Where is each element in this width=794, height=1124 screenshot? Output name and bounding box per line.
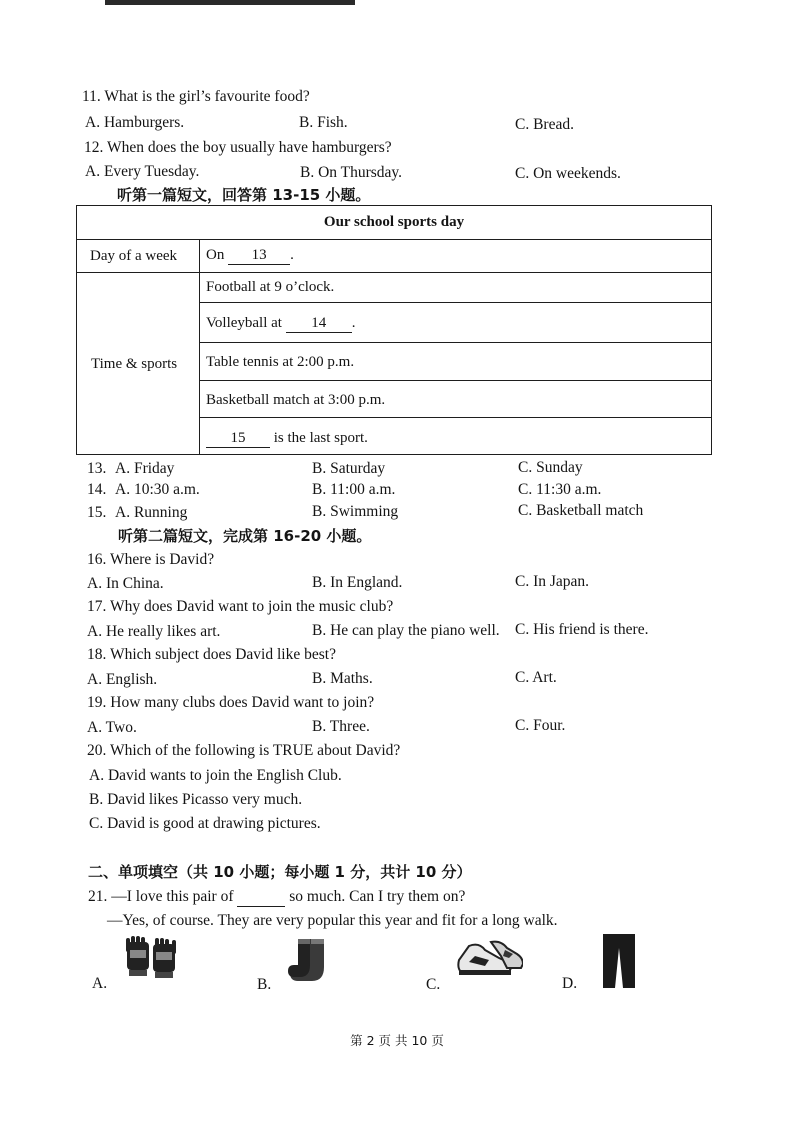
question-19-stem: 19. How many clubs does David want to join? xyxy=(87,694,375,711)
question-18-option-b: B. Maths. xyxy=(312,670,373,687)
question-19-option-a: A. Two. xyxy=(87,719,137,736)
socks-icon xyxy=(288,937,338,987)
question-15-option-b: B. Swimming xyxy=(312,503,399,520)
page-footer: 第 2 页 共 10 页 xyxy=(350,1033,444,1048)
question-12-option-c: C. On weekends. xyxy=(515,165,621,182)
sneakers-icon xyxy=(455,940,523,978)
question-17-stem: 17. Why does David want to join the music club? xyxy=(87,598,394,615)
question-11-stem: 11. What is the girl’s favourite food? xyxy=(82,88,310,105)
question-14-option-a: A. 10:30 a.m. xyxy=(115,481,200,498)
football-row: Football at 9 o’clock. xyxy=(206,279,335,295)
question-11-option-c: C. Bread. xyxy=(515,116,574,133)
question-18-stem: 18. Which subject does David like best? xyxy=(87,646,336,663)
question-20-option-a: A. David wants to join the English Club. xyxy=(89,767,342,784)
question-13-option-b: B. Saturday xyxy=(312,460,386,477)
blank-21 xyxy=(237,888,285,907)
question-17-option-a: A. He really likes art. xyxy=(87,623,221,640)
section-2-heading: 二、单项填空（共 10 小题；每小题 1 分，共计 10 分） xyxy=(88,863,472,881)
question-14-number: 14. xyxy=(87,481,107,498)
day-of-week-label: Day of a week xyxy=(90,248,178,264)
blank-13: 13 xyxy=(228,247,290,265)
table-tennis-row: Table tennis at 2:00 p.m. xyxy=(206,354,355,370)
passage-1-heading: 听第一篇短文，回答第 13-15 小题。 xyxy=(117,186,371,204)
question-16-option-b: B. In England. xyxy=(312,574,403,591)
question-15-number: 15. xyxy=(87,504,107,521)
gloves-icon xyxy=(123,936,179,980)
question-16-stem: 16. Where is David? xyxy=(87,551,215,568)
trousers-icon xyxy=(601,934,637,988)
basketball-row: Basketball match at 3:00 p.m. xyxy=(206,392,386,408)
question-21-stem: 21. —I love this pair of so much. Can I try them on? xyxy=(88,888,466,905)
question-20-option-c: C. David is good at drawing pictures. xyxy=(89,815,321,832)
volleyball-row: Volleyball at 14 . xyxy=(206,315,356,331)
sports-day-table xyxy=(76,205,712,455)
question-15-option-c: C. Basketball match xyxy=(518,502,644,519)
last-sport-row: 15 is the last sport. xyxy=(206,430,368,448)
question-13-number: 13. xyxy=(87,460,107,477)
question-21-option-c: C. xyxy=(426,976,441,993)
question-17-option-c: C. His friend is there. xyxy=(515,621,649,638)
passage-2-heading: 听第二篇短文，完成第 16-20 小题。 xyxy=(118,527,372,545)
question-13-option-c: C. Sunday xyxy=(518,459,583,476)
scan-edge-bar xyxy=(105,0,355,5)
question-11-option-b: B. Fish. xyxy=(299,114,348,131)
question-19-option-b: B. Three. xyxy=(312,718,370,735)
blank-15: 15 xyxy=(206,430,270,448)
question-14-option-b: B. 11:00 a.m. xyxy=(312,481,396,498)
time-sports-label: Time & sports xyxy=(91,356,178,372)
question-15-option-a: A. Running xyxy=(115,504,188,521)
question-21-option-a: A. xyxy=(92,975,108,992)
question-13-option-a: A. Friday xyxy=(115,460,175,477)
question-21-option-d: D. xyxy=(562,975,578,992)
question-17-option-b: B. He can play the piano well. xyxy=(312,622,500,639)
question-19-option-c: C. Four. xyxy=(515,717,566,734)
question-11-option-a: A. Hamburgers. xyxy=(85,114,185,131)
question-16-option-a: A. In China. xyxy=(87,575,164,592)
question-12-stem: 12. When does the boy usually have hamburgers? xyxy=(84,139,392,156)
question-12-option-b: B. On Thursday. xyxy=(300,164,403,181)
blank-14: 14 xyxy=(286,315,352,333)
question-20-option-b: B. David likes Picasso very much. xyxy=(89,791,303,808)
question-16-option-c: C. In Japan. xyxy=(515,573,590,590)
question-14-option-c: C. 11:30 a.m. xyxy=(518,481,602,498)
question-12-option-a: A. Every Tuesday. xyxy=(85,163,200,180)
question-20-stem: 20. Which of the following is TRUE about David? xyxy=(87,742,401,759)
table-title: Our school sports day xyxy=(323,214,465,230)
question-18-option-a: A. English. xyxy=(87,671,158,688)
question-18-option-c: C. Art. xyxy=(515,669,557,686)
question-21-response: —Yes, of course. They are very popular this year and fit for a long walk. xyxy=(107,912,558,929)
question-21-option-b: B. xyxy=(257,976,272,993)
day-of-week-value: On 13 . xyxy=(206,247,294,263)
